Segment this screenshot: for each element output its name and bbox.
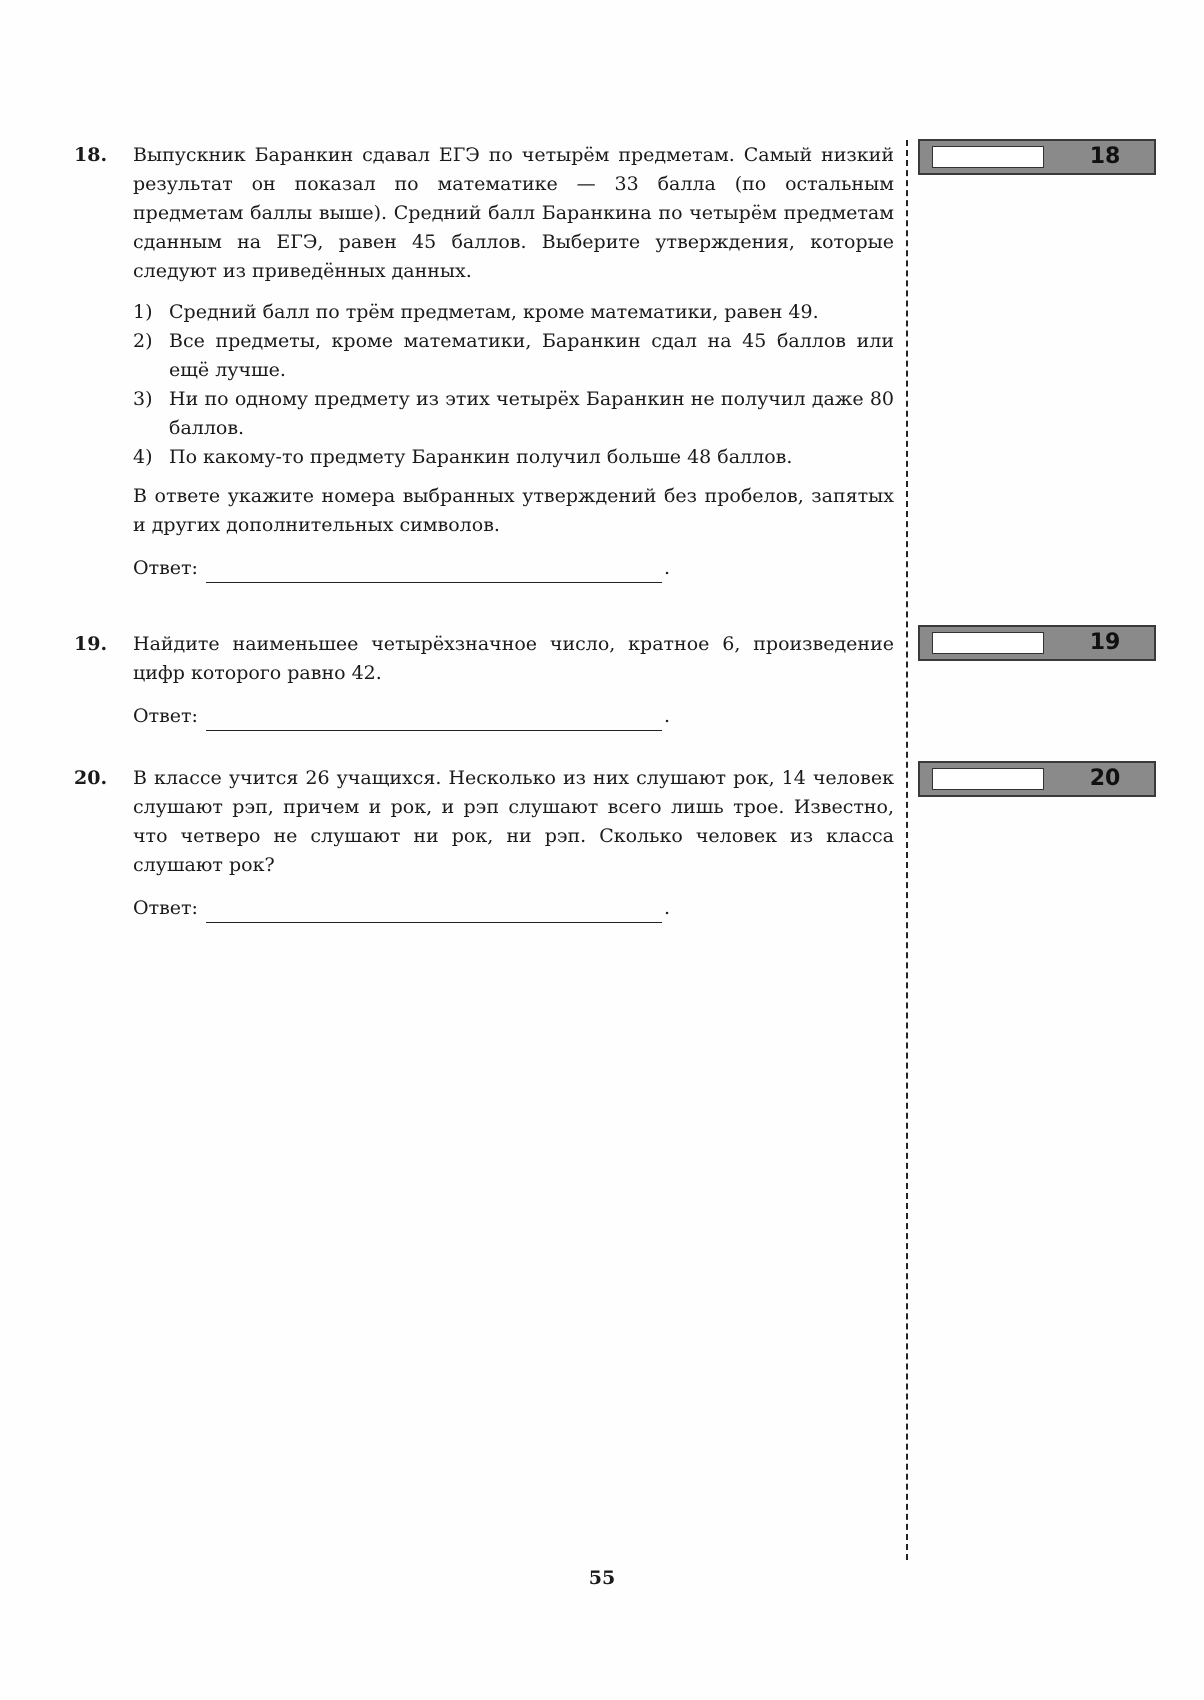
answer-row	[133, 554, 894, 583]
answer-label: Ответ:	[133, 705, 198, 727]
answer-line[interactable]	[206, 560, 662, 583]
option-text: Все предметы, кроме математики, Баранкин сдал на 45 баллов или ещё лучше.	[169, 330, 894, 381]
problem-text: Выпускник Баранкин сдавал ЕГЭ по четырём предметам. Самый низкий результат он показал по математике — 33 балла (по остальным предметам баллы выше). Средний балл Баранкина по четырём предметам сданным на ЕГЭ, равен 45 баллов. Выберите утверждения, которые следуют из приведённых данных.	[133, 144, 894, 282]
answer-dot: .	[663, 705, 670, 727]
options-list	[133, 298, 894, 472]
answer-row	[133, 702, 894, 731]
answer-box-number: 19	[1089, 630, 1121, 655]
option-text: Ни по одному предмету из этих четырёх Баранкин не получил даже 80 баллов.	[169, 388, 894, 439]
answer-box-19	[918, 625, 1156, 661]
option-text: По какому-то предмету Баранкин получил больше 48 баллов.	[169, 446, 793, 468]
problem-number: 19.	[74, 633, 108, 655]
answer-row	[133, 894, 894, 923]
page-number: 55	[588, 1567, 616, 1589]
option-number: 4)	[133, 446, 153, 468]
answer-box-number: 18	[1089, 144, 1121, 169]
answer-box-field[interactable]	[932, 632, 1044, 654]
cut-line-divider	[906, 140, 908, 1560]
answer-label: Ответ:	[133, 897, 198, 919]
option-item	[133, 327, 894, 385]
problem-19	[74, 630, 894, 731]
problem-number: 20.	[74, 767, 108, 789]
answer-box-20	[918, 761, 1156, 797]
problem-20	[74, 764, 894, 923]
problem-18	[74, 141, 894, 583]
option-number: 1)	[133, 301, 153, 323]
option-number: 3)	[133, 388, 153, 410]
problem-text: В классе учится 26 учащихся. Несколько из них слушают рок, 14 человек слушают рэп, причем и рок, и рэп слушают всего лишь трое. Известно, что четверо не слушают ни рок, ни рэп. Сколько человек из класса слушают рок?	[133, 767, 894, 876]
option-item	[133, 443, 894, 472]
option-item	[133, 385, 894, 443]
answer-line[interactable]	[206, 708, 662, 731]
answer-box-18	[918, 139, 1156, 175]
problem-text: Найдите наименьшее четырёхзначное число, кратное 6, произведение цифр которого равно 42.	[133, 633, 894, 684]
option-text: Средний балл по трём предметам, кроме математики, равен 49.	[169, 301, 819, 323]
answer-line[interactable]	[206, 900, 662, 923]
problem-number: 18.	[74, 144, 108, 166]
answer-box-field[interactable]	[932, 768, 1044, 790]
option-item	[133, 298, 894, 327]
answer-dot: .	[663, 897, 670, 919]
answer-box-field[interactable]	[932, 146, 1044, 168]
instruction-text: В ответе укажите номера выбранных утверждений без пробелов, запятых и других дополнительных символов.	[133, 485, 894, 536]
answer-box-number: 20	[1089, 766, 1121, 791]
option-number: 2)	[133, 330, 153, 352]
answer-label: Ответ:	[133, 557, 198, 579]
answer-dot: .	[663, 557, 670, 579]
